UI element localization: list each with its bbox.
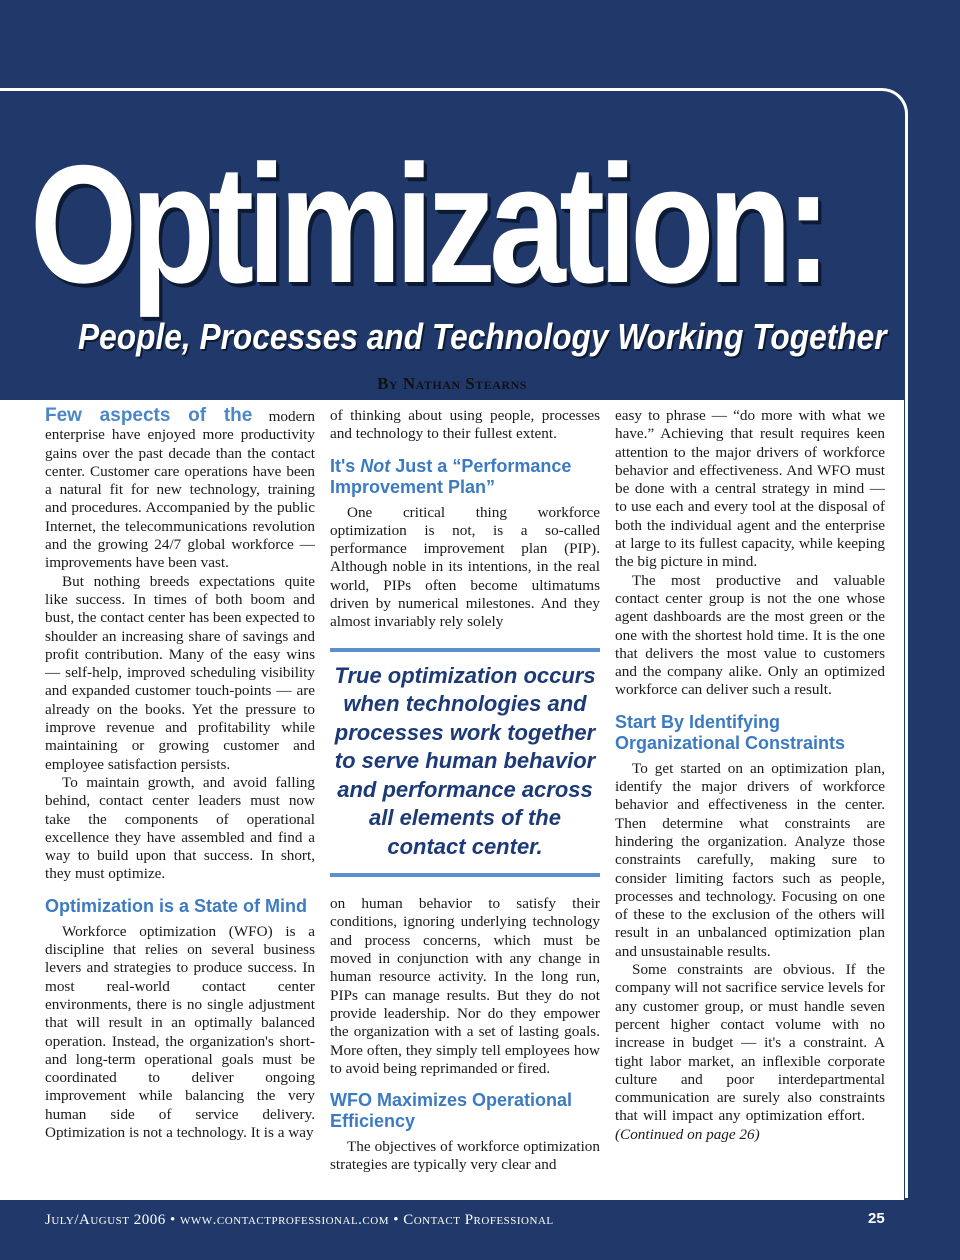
paragraph: The most productive and valuable contact center group is not the one whose agent dashboards are the most green or the one with the shortest hold time. It is the one that delivers the most value to customers and the company alike. Only an optimized workforce can deliver such a result.: [615, 571, 885, 699]
section-heading: Optimization is a State of Mind: [45, 895, 308, 916]
continued-note: (Continued on page 26): [615, 1125, 760, 1143]
heading-emphasis: Not: [360, 455, 391, 476]
paragraph: But nothing breeds expectations quite like success. In times of both boom and bust, the contact center has been expected to shoulder an increasing share of savings and profit contribution. Many of the easy wins — self-help, improved scheduling visibility and expanded customer touch-points — are already on the books. Yet the pressure to improve revenue and profitability while maintaining or growing customer and employee satisfaction persists.: [45, 572, 315, 773]
paragraph: of thinking about using people, processes and technology to their fullest extent.: [330, 407, 600, 443]
pull-quote-line: when technologies and: [343, 691, 587, 717]
paragraph: [615, 961, 885, 1144]
heading-text: Just a “Performance Improvement Plan”: [330, 455, 572, 497]
paragraph: The objectives of workforce optimization strategies are typically very clear and: [330, 1138, 600, 1174]
pull-quote-line: all elements of the: [369, 805, 561, 831]
paragraph: To maintain growth, and avoid falling behind, contact center leaders must now take the components of operational excellence they have assembled and find a way to build upon that success. In short, they must optimize.: [45, 773, 315, 883]
section-heading: WFO Maximizes Operational Efficiency: [330, 1090, 573, 1132]
byline: By Nathan Stearns: [377, 374, 527, 393]
column-2: [330, 407, 600, 1187]
top-band: [0, 0, 960, 92]
paragraph: Workforce optimization (WFO) is a discipline that relies on several business levers and strategies to produce success. In most real-world contact center environments, there is no single adjustment that will result in an optimally balanced operation. Instead, the organization's short- and long-term operational goals must be coordinated to deliver ongoing improvement while balancing the very human side of service delivery. Optimization is not a technology. It is a way: [45, 922, 315, 1141]
pull-quote-line: processes work together: [334, 719, 596, 745]
column-1: [45, 407, 315, 1187]
paragraph: easy to phrase — “do more with what we have.” Achieving that result requires keen attention to the major drivers of workforce behavior and effectiveness. And WFO must be done with a central strategy in mind — to use each and every tool at the disposal of both the individual agent and the enterprise at large to its fullest capacity, while keeping the big picture in mind.: [615, 407, 885, 571]
section-heading: Start By Identifying Organizational Constraints: [615, 711, 846, 753]
paragraph: To get started on an optimization plan, identify the major drivers of workforce behavior and effectiveness in the center. Then determine what constraints are hindering the organization. Analyze those constraints carefully, making sure to consider limiting factors such as people, processes and technology. Focusing on one of these to the exclusion of the others will result in an unbalanced optimization plan and unsustainable results.: [615, 759, 885, 960]
pull-quote-line: to serve human behavior: [334, 748, 596, 774]
paragraph: One critical thing workforce optimization is not, is a so-called performance improvement plan (PIP). Although noble in its intentions, in the real world, PIPs often become ultimatums driven by numerical milestones. And they almost invariably rely solely: [330, 503, 600, 631]
article-subtitle: People, Processes and Technology Working Together: [78, 316, 887, 357]
article-title: Optimization:: [30, 130, 825, 318]
section-heading: [330, 456, 600, 498]
column-3: [615, 407, 885, 1187]
heading-text: It's: [330, 455, 361, 476]
page-number: 25: [868, 1210, 885, 1227]
paragraph: [45, 407, 315, 573]
pull-quote-line: True optimization occurs: [334, 662, 596, 688]
footer-issue-line: July/August 2006 • www.contactprofessional.com • Contact Professional: [45, 1212, 554, 1228]
paragraph-text: modern enterprise have enjoyed more productivity gains over the past decade than the contact center. Customer care operations have been a natural fit for new technology, training and procedures. Accompanied by the public Internet, the telecommunications revolution and the growing 24/7 global workforce — improvements have been vast.: [45, 408, 315, 572]
pull-quote-line: and performance across: [337, 776, 593, 802]
pull-quote: [330, 648, 600, 878]
pull-quote-line: contact center.: [387, 833, 543, 859]
paragraph-text: Some constraints are obvious. If the company will not sacrifice service levels for any customer group, or must handle seven percent higher contact volume with no increase in budget — it's a constraint. A tight labor market, an inflexible corporate culture and poor interdepartmental communication are surely also constraints that will impact any optimization effort.: [615, 961, 885, 1125]
paragraph: on human behavior to satisfy their conditions, ignoring underlying technology and process concerns, which must be moved in conjunction with any change in human resource activity. In the long run, PIPs can manage results. But they do not provide leadership. Nor do they empower the organization with a set of lasting goals. More often, they simply tell employees how to avoid being reprimanded or fired.: [330, 895, 600, 1077]
lead-in: Few aspects of the: [45, 405, 253, 426]
